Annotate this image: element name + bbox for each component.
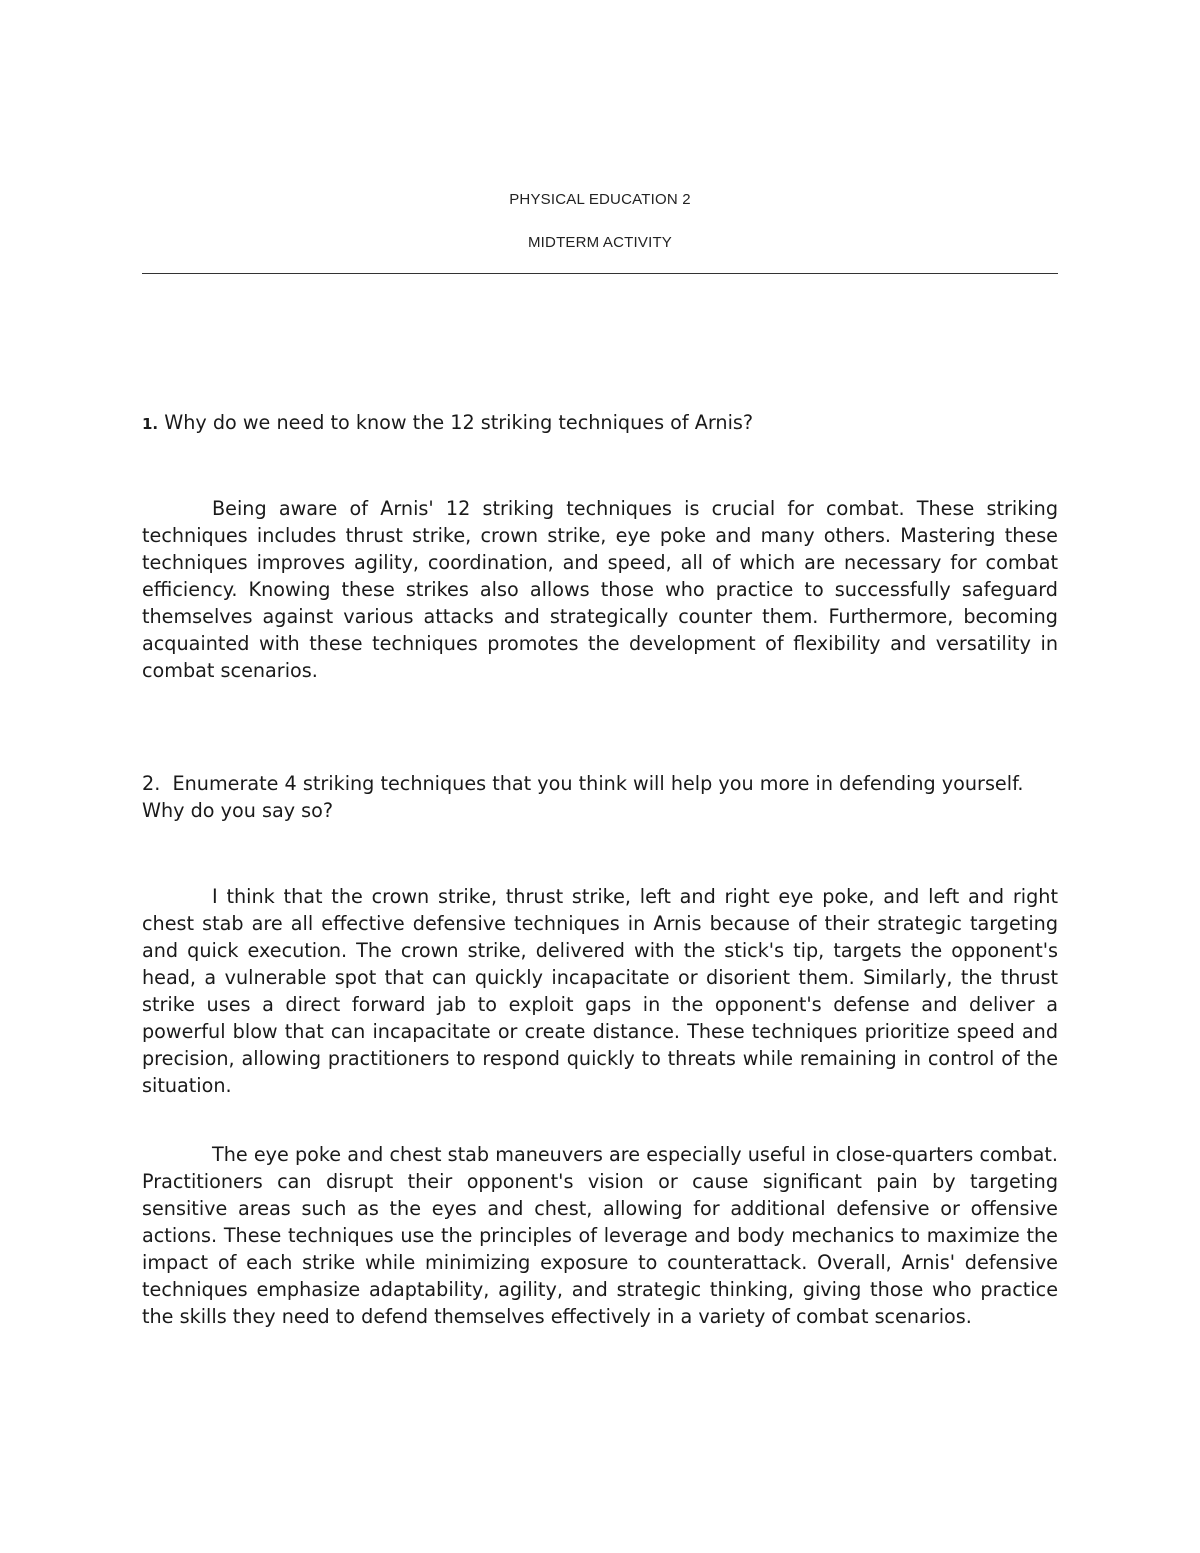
question-1 xyxy=(142,409,1058,438)
answer-1-paragraph-1: Being aware of Arnis' 12 striking techniques is crucial for combat. These striking techniques includes thrust strike, crown strike, eye poke and many others. Mastering these techniques improves agility, coordination, and speed, all of which are necessary for combat efficiency. Knowing these strikes also allows those who practice to successfully safeguard themselves against various attacks and strategically counter them. Furthermore, becoming acquainted with these techniques promotes the development of flexibility and versatility in combat scenarios. xyxy=(142,497,1058,682)
header-divider xyxy=(142,273,1058,274)
question-2-number: 2. xyxy=(142,772,161,795)
question-2-text: Enumerate 4 striking techniques that you think will help you more in defending yourself. Why do you say so? xyxy=(142,772,1024,822)
course-title: PHYSICAL EDUCATION 2 xyxy=(509,191,691,208)
document-header xyxy=(142,188,1058,255)
question-1-text: Why do we need to know the 12 striking techniques of Arnis? xyxy=(164,411,754,434)
answer-2-paragraph-2: The eye poke and chest stab maneuvers are especially useful in close-quarters combat. Practitioners can disrupt their opponent's vision or cause significant pain by targeting sensitive areas such as the eyes and chest, allowing for additional defensive or offensive actions. These techniques use the principles of leverage and body mechanics to maximize the impact of each strike while minimizing exposure to counterattack. Overall, Arnis' defensive techniques emphasize adaptability, agility, and strategic thinking, giving those who practice the skills they need to defend themselves effectively in a variety of combat scenarios. xyxy=(142,1143,1058,1328)
question-1-number: 1. xyxy=(142,415,159,433)
answer-2-paragraph-1: I think that the crown strike, thrust strike, left and right eye poke, and left and right chest stab are all effective defensive techniques in Arnis because of their strategic targeting and quick execution. The crown strike, delivered with the stick's tip, targets the opponent's head, a vulnerable spot that can quickly incapacitate or disorient them. Similarly, the thrust strike uses a direct forward jab to exploit gaps in the opponent's defense and deliver a powerful blow that can incapacitate or create distance. These techniques prioritize speed and precision, allowing practitioners to respond quickly to threats while remaining in control of the situation. xyxy=(142,885,1058,1097)
activity-title: MIDTERM ACTIVITY xyxy=(527,234,673,251)
question-2 xyxy=(142,770,1058,824)
